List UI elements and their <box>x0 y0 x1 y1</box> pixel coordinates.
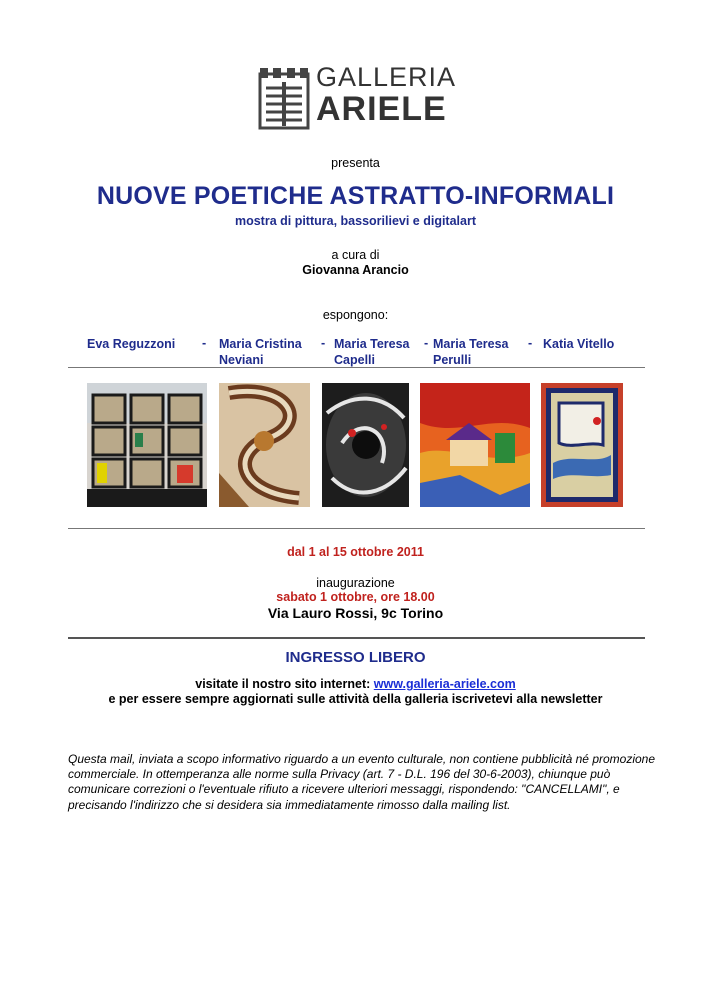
divider <box>68 528 645 529</box>
separator: - <box>321 336 326 350</box>
artist-line: Capelli <box>334 353 375 367</box>
artist-name <box>543 336 614 352</box>
exhibition-subtitle: mostra di pittura, bassorilievi e digitalart <box>234 214 477 228</box>
exhibit-label: espongono: <box>322 308 389 322</box>
exhibition-title: NUOVE POETICHE ASTRATTO-INFORMALI <box>96 182 615 210</box>
newsletter-text: e per essere sempre aggiornati sulle attività della galleria iscrivetevi alla newsletter <box>108 692 603 706</box>
curator-name: Giovanna Arancio <box>302 263 409 277</box>
artist-line: Eva Reguzzoni <box>87 337 176 351</box>
presenta-text: presenta <box>331 156 380 170</box>
artist-line: Maria Teresa <box>433 337 509 351</box>
logo-word-ariele: ARIELE <box>316 90 447 128</box>
separator: - <box>202 336 207 350</box>
gallery-logo <box>258 62 458 132</box>
opening-label: inaugurazione <box>316 576 395 590</box>
artist-line: Maria Teresa <box>334 337 410 351</box>
artwork-vitello <box>541 383 623 507</box>
curated-label: a cura di <box>331 248 380 262</box>
separator: - <box>528 336 533 350</box>
free-entry: INGRESSO LIBERO <box>285 649 426 666</box>
castle-emblem-icon <box>258 66 310 132</box>
exhibition-dates: dal 1 al 15 ottobre 2011 <box>287 545 424 559</box>
artwork-perulli <box>420 383 530 507</box>
artist-line: Katia Vitello <box>543 337 615 351</box>
artist-name <box>433 336 509 368</box>
gallery-address: Via Lauro Rossi, 9c Torino <box>267 605 444 621</box>
opening-datetime: sabato 1 ottobre, ore 18.00 <box>276 590 435 604</box>
website-line <box>0 677 711 691</box>
artist-name <box>219 336 302 368</box>
artwork-reguzzoni <box>87 383 207 507</box>
website-link[interactable]: www.galleria-ariele.com <box>373 677 516 691</box>
divider <box>68 367 645 368</box>
divider <box>68 637 645 639</box>
artist-line: Perulli <box>433 353 472 367</box>
artist-line: Maria Cristina <box>219 337 302 351</box>
website-prefix: visitate il nostro sito internet: <box>195 677 371 691</box>
artist-line: Neviani <box>219 353 264 367</box>
privacy-disclaimer: Questa mail, inviata a scopo informativo riguardo a un evento culturale, non contiene pubblicità né promozione commerciale. In ottemperanza alle norme sulla Privacy (art. 7 - D.L. 196 del 30-6-2003), chiunque può comunicare correzioni o l'eventuale rifiuto a ricevere ulteriori messaggi, rispondendo: "CANCELLAMI", e precisando l'indirizzo che si desidera sia immediatamente rimosso dalla mailing list. <box>68 752 656 812</box>
artwork-neviani <box>219 383 310 507</box>
artist-name <box>334 336 410 368</box>
separator: - <box>424 336 429 350</box>
artwork-capelli <box>322 383 409 507</box>
logo-word-galleria: GALLERIA <box>316 62 457 92</box>
artist-name <box>87 336 175 352</box>
